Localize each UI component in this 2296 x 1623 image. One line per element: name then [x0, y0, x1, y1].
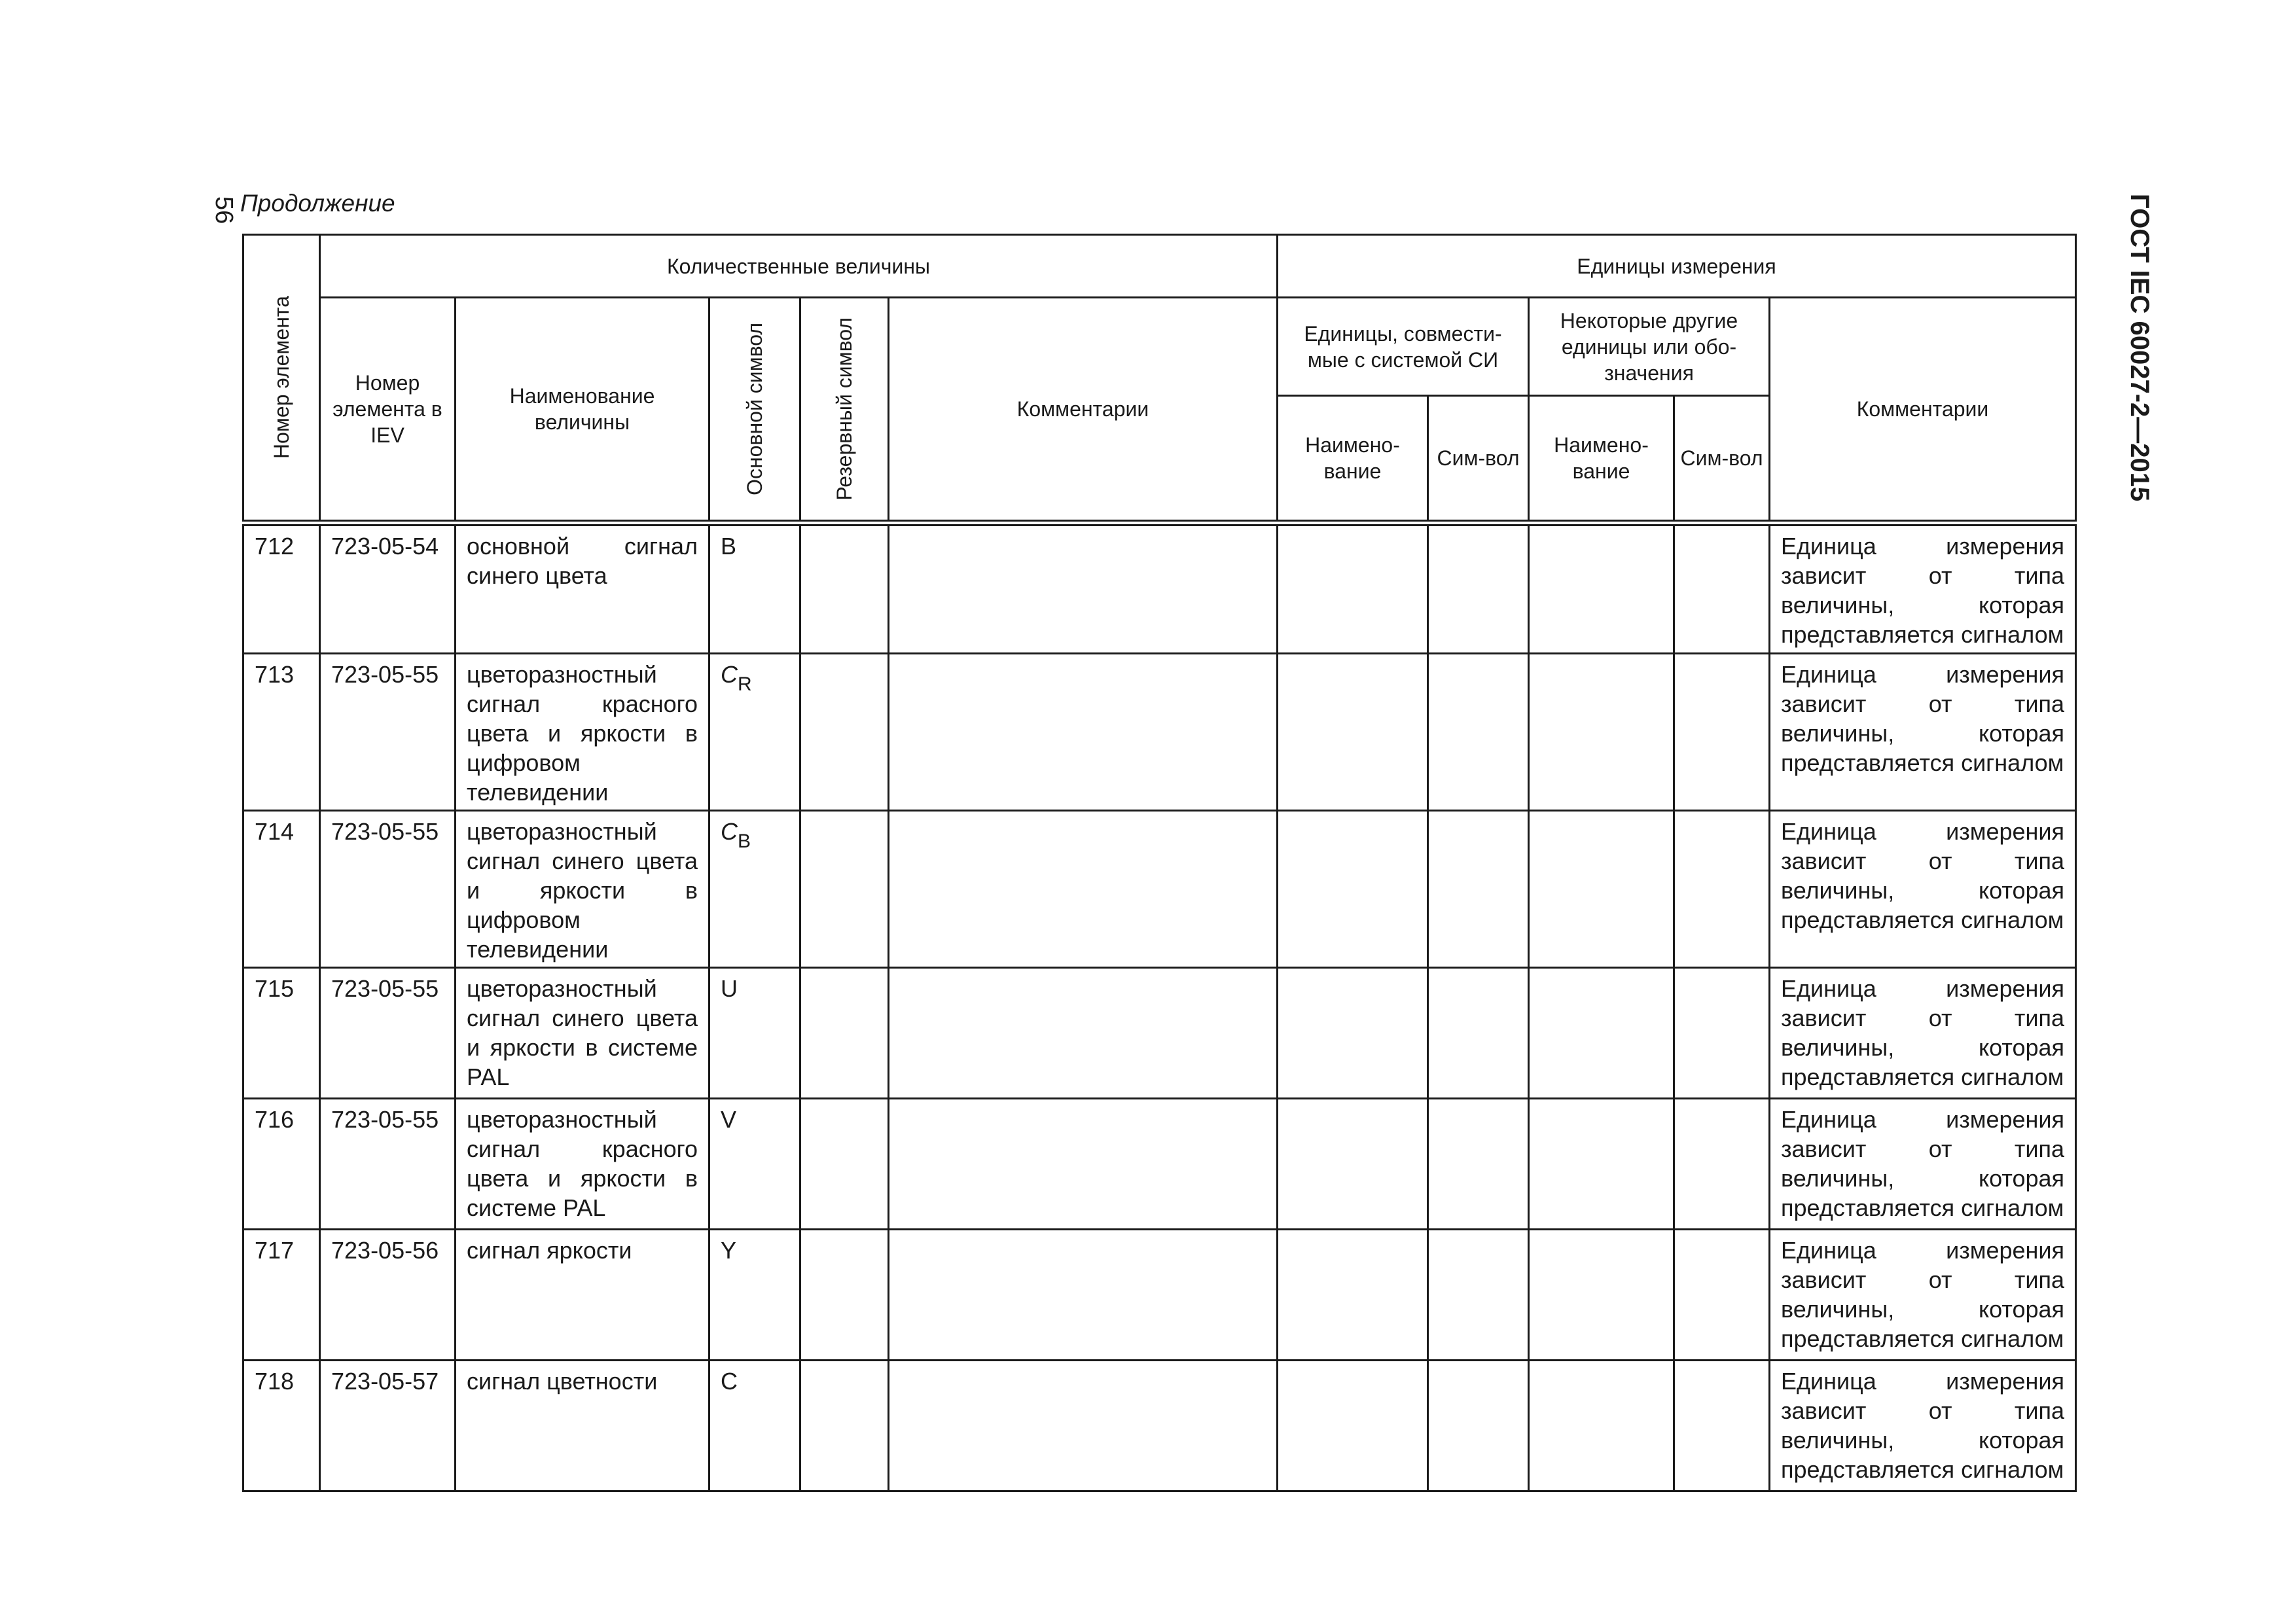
cell-si-unit-symbol — [1428, 654, 1529, 811]
cell-si-unit-name — [1278, 1361, 1428, 1491]
cell-other-unit-symbol — [1674, 1361, 1770, 1491]
cell-element-number: 716 — [243, 1099, 320, 1230]
cell-main-symbol — [709, 1361, 800, 1491]
header-quantity-name: Наименование величины — [456, 298, 709, 523]
continuation-label: Продолжение — [240, 190, 395, 217]
cell-quantity-name: цветоразностный сигнал синего цвета и яркости в системе PAL — [456, 968, 709, 1099]
cell-comments — [889, 968, 1278, 1099]
cell-other-unit-name — [1529, 523, 1674, 654]
cell-comments — [889, 811, 1278, 968]
cell-main-symbol — [709, 811, 800, 968]
cell-si-unit-name — [1278, 968, 1428, 1099]
cell-reserve-symbol — [800, 1361, 889, 1491]
cell-iev-number: 723-05-56 — [320, 1230, 456, 1361]
header-unit-symbol-1: Сим-вол — [1428, 396, 1529, 523]
table-row — [243, 654, 2076, 811]
cell-iev-number: 723-05-54 — [320, 523, 456, 654]
header-unit-name-1: Наимено-вание — [1278, 396, 1428, 523]
cell-element-number: 714 — [243, 811, 320, 968]
cell-main-symbol — [709, 654, 800, 811]
cell-other-unit-name — [1529, 1361, 1674, 1491]
cell-other-unit-name — [1529, 968, 1674, 1099]
header-si-units: Единицы, совмести-мые с системой СИ — [1278, 298, 1529, 396]
cell-other-unit-name — [1529, 811, 1674, 968]
table-row — [243, 1361, 2076, 1491]
cell-unit-comment: Единица измерения зависит от типа величины, которая представляется сигналом — [1770, 1361, 2076, 1491]
table-row — [243, 523, 2076, 654]
header-unit-comments: Комментарии — [1770, 298, 2076, 523]
cell-unit-comment: Единица измерения зависит от типа величины, которая представляется сигналом — [1770, 654, 2076, 811]
table-row — [243, 968, 2076, 1099]
cell-comments — [889, 1230, 1278, 1361]
cell-iev-number: 723-05-55 — [320, 1099, 456, 1230]
symbol-letter: C — [721, 818, 738, 845]
cell-si-unit-symbol — [1428, 523, 1529, 654]
cell-comments — [889, 523, 1278, 654]
cell-si-unit-symbol — [1428, 1099, 1529, 1230]
cell-comments — [889, 1099, 1278, 1230]
cell-reserve-symbol — [800, 1230, 889, 1361]
cell-other-unit-symbol — [1674, 654, 1770, 811]
cell-si-unit-symbol — [1428, 811, 1529, 968]
cell-other-unit-symbol — [1674, 968, 1770, 1099]
cell-unit-comment: Единица измерения зависит от типа величины, которая представляется сигналом — [1770, 523, 2076, 654]
header-iev-number: Номер элемента в IEV — [320, 298, 456, 523]
header-unit-name-2: Наимено-вание — [1529, 396, 1674, 523]
cell-main-symbol — [709, 1230, 800, 1361]
cell-element-number: 717 — [243, 1230, 320, 1361]
table-row — [243, 1099, 2076, 1230]
cell-iev-number: 723-05-55 — [320, 968, 456, 1099]
cell-si-unit-symbol — [1428, 968, 1529, 1099]
symbol-subscript: R — [738, 673, 752, 695]
symbol-letter: C — [721, 1368, 738, 1395]
cell-unit-comment: Единица измерения зависит от типа величины, которая представляется сигналом — [1770, 968, 2076, 1099]
cell-unit-comment: Единица измерения зависит от типа величины, которая представляется сигналом — [1770, 811, 2076, 968]
cell-main-symbol — [709, 968, 800, 1099]
cell-other-unit-symbol — [1674, 523, 1770, 654]
header-unit-symbol-2: Сим-вол — [1674, 396, 1770, 523]
cell-reserve-symbol — [800, 654, 889, 811]
cell-reserve-symbol — [800, 968, 889, 1099]
cell-si-unit-name — [1278, 1230, 1428, 1361]
cell-unit-comment: Единица измерения зависит от типа величины, которая представляется сигналом — [1770, 1230, 2076, 1361]
cell-iev-number: 723-05-55 — [320, 654, 456, 811]
cell-other-unit-symbol — [1674, 811, 1770, 968]
cell-comments — [889, 654, 1278, 811]
cell-si-unit-name — [1278, 811, 1428, 968]
cell-main-symbol — [709, 1099, 800, 1230]
cell-si-unit-name — [1278, 523, 1428, 654]
page-number: 56 — [210, 196, 238, 224]
symbol-letter: Y — [721, 1237, 737, 1264]
cell-iev-number: 723-05-57 — [320, 1361, 456, 1491]
header-other-units: Некоторые другие единицы или обо-значения — [1529, 298, 1770, 396]
cell-element-number: 718 — [243, 1361, 320, 1491]
cell-si-unit-symbol — [1428, 1361, 1529, 1491]
header-reserve-symbol: Резервный символ — [800, 298, 889, 523]
cell-quantity-name: цветоразностный сигнал синего цвета и яркости в цифровом телевидении — [456, 811, 709, 968]
symbol-subscript: B — [738, 830, 751, 852]
cell-iev-number: 723-05-55 — [320, 811, 456, 968]
cell-quantity-name: основной сигнал синего цвета — [456, 523, 709, 654]
cell-other-unit-name — [1529, 654, 1674, 811]
symbol-letter: C — [721, 661, 738, 688]
table-row — [243, 1230, 2076, 1361]
cell-other-unit-name — [1529, 1099, 1674, 1230]
cell-comments — [889, 1361, 1278, 1491]
cell-si-unit-symbol — [1428, 1230, 1529, 1361]
cell-other-unit-symbol — [1674, 1099, 1770, 1230]
quantities-table — [242, 234, 2077, 1492]
cell-other-unit-name — [1529, 1230, 1674, 1361]
symbol-letter: V — [721, 1106, 737, 1133]
header-comments: Комментарии — [889, 298, 1278, 523]
cell-si-unit-name — [1278, 1099, 1428, 1230]
header-main-symbol: Основной символ — [709, 298, 800, 523]
header-element-number: Номер элемента — [243, 235, 320, 523]
cell-reserve-symbol — [800, 811, 889, 968]
header-quantities: Количественные величины — [320, 235, 1278, 298]
symbol-letter: B — [721, 532, 737, 560]
cell-reserve-symbol — [800, 1099, 889, 1230]
cell-main-symbol — [709, 523, 800, 654]
header-units: Единицы измерения — [1278, 235, 2076, 298]
cell-element-number: 712 — [243, 523, 320, 654]
cell-quantity-name: цветоразностный сигнал красного цвета и яркости в системе PAL — [456, 1099, 709, 1230]
cell-si-unit-name — [1278, 654, 1428, 811]
cell-quantity-name: сигнал яркости — [456, 1230, 709, 1361]
cell-reserve-symbol — [800, 523, 889, 654]
cell-element-number: 713 — [243, 654, 320, 811]
cell-other-unit-symbol — [1674, 1230, 1770, 1361]
cell-unit-comment: Единица измерения зависит от типа величины, которая представляется сигналом — [1770, 1099, 2076, 1230]
cell-quantity-name: сигнал цветности — [456, 1361, 709, 1491]
symbol-letter: U — [721, 975, 738, 1002]
document-id: ГОСТ IEC 60027-2—2015 — [2125, 194, 2154, 502]
cell-element-number: 715 — [243, 968, 320, 1099]
table-row — [243, 811, 2076, 968]
cell-quantity-name: цветоразностный сигнал красного цвета и яркости в цифровом телевидении — [456, 654, 709, 811]
